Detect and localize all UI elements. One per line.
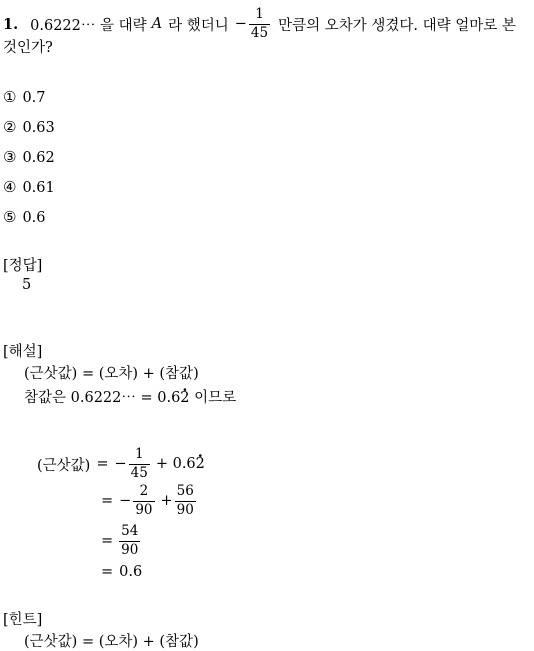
fraction-denominator: 45: [130, 464, 148, 481]
solution-label: [해설]: [3, 344, 43, 360]
option-marker: ①: [3, 88, 17, 106]
hint-label: [힌트]: [3, 612, 43, 628]
repeating-digit: 2 ·: [180, 390, 189, 406]
calc-row-2: [101, 485, 198, 517]
calc-fraction: [175, 485, 196, 517]
calc-term: + 0.6: [155, 456, 196, 472]
equals-sign: =: [101, 533, 114, 549]
solution-line-2: [24, 386, 236, 407]
minus-sign: −: [114, 456, 127, 472]
option-text: 0.62: [22, 150, 55, 166]
solution-line-2-text: 참값은 0.6222⋯ = 0.6: [24, 390, 181, 406]
option-5[interactable]: [3, 208, 46, 226]
hint-line-1: (근삿값) = (오차) + (참값): [24, 634, 199, 650]
option-2[interactable]: [3, 118, 55, 136]
fraction-numerator: 1: [134, 446, 144, 462]
question-text-part2: 라 했더니: [168, 17, 229, 34]
equals-sign: =: [96, 456, 109, 472]
fraction-denominator: 90: [176, 501, 194, 518]
option-4[interactable]: [3, 178, 55, 196]
fraction-numerator: 2: [139, 483, 149, 499]
question-text-part1: 0.6222⋯ 을 대략: [30, 17, 147, 34]
option-1[interactable]: [3, 88, 46, 106]
calc-row-1: [37, 448, 205, 480]
option-text: 0.63: [22, 120, 55, 136]
fraction-denominator: 90: [121, 541, 139, 558]
calc-lhs: (근삿값): [37, 457, 91, 474]
minus-sign: −: [234, 16, 247, 32]
option-marker: ④: [3, 178, 17, 196]
option-marker: ③: [3, 148, 17, 166]
fraction-denominator: 45: [250, 24, 269, 41]
calc-fraction: [119, 525, 140, 557]
option-text: 0.6: [22, 210, 46, 226]
question-variable: A: [151, 16, 163, 32]
fraction-numerator: 1: [255, 6, 264, 22]
repeating-digit: 2 ·: [196, 456, 205, 472]
calc-row-3: [101, 525, 142, 557]
option-marker: ⑤: [3, 208, 17, 226]
solution-line-2-suffix: 이므로: [189, 390, 237, 406]
calc-fraction: [129, 448, 150, 480]
minus-sign: −: [119, 493, 132, 509]
fraction-numerator: 54: [121, 523, 139, 539]
question-text-part3: 만큼의 오차가 생겼다. 대략 얼마로 본: [278, 17, 516, 34]
fraction-denominator: 90: [135, 501, 153, 518]
option-marker: ②: [3, 118, 17, 136]
question-text-line2: 것인가?: [3, 40, 53, 56]
equals-sign: =: [101, 493, 114, 509]
question-number: 1.: [3, 15, 19, 33]
option-3[interactable]: [3, 148, 55, 166]
calc-fraction: [133, 485, 154, 517]
option-text: 0.7: [22, 90, 46, 106]
question-fraction: [249, 8, 270, 40]
solution-line-1: (근삿값) = (오차) + (참값): [24, 366, 199, 382]
calc-result: 0.6: [119, 564, 143, 580]
question: [3, 8, 516, 40]
option-text: 0.61: [22, 180, 55, 196]
fraction-numerator: 56: [176, 483, 194, 499]
answer-label: [정답]: [3, 258, 43, 274]
equals-sign: =: [101, 564, 114, 580]
answer-value: 5: [22, 277, 32, 293]
plus-sign: +: [160, 493, 173, 509]
calc-row-4: [101, 564, 142, 580]
